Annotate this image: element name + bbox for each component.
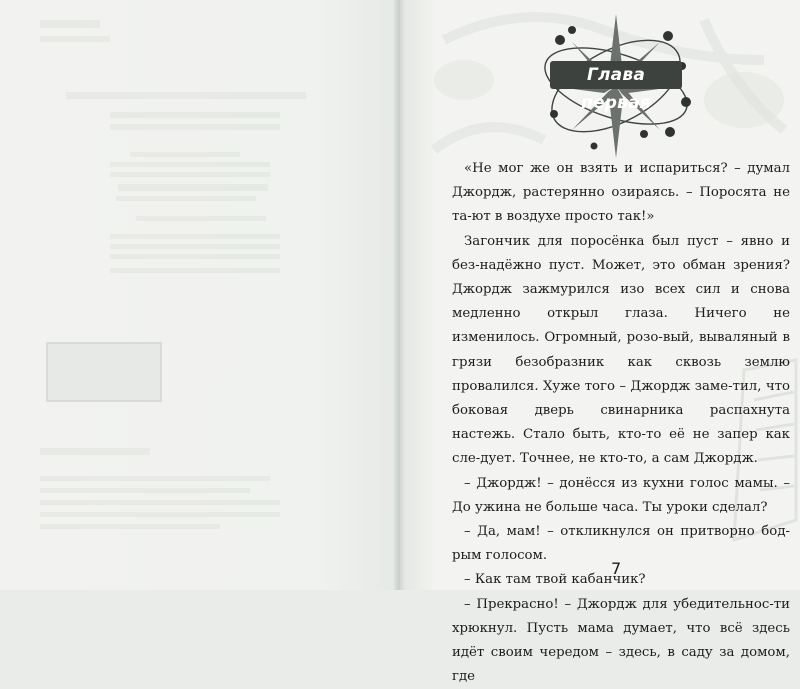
show-through-line [40, 500, 280, 505]
show-through-line [118, 184, 268, 191]
show-through-line [110, 268, 280, 273]
right-page [404, 0, 800, 685]
show-through-line [110, 172, 270, 177]
show-through-line [110, 112, 280, 118]
show-through-line [116, 196, 256, 201]
show-through-line [110, 234, 280, 239]
paragraph: – Да, мам! – откликнулся он притворно бод-рым голосом. [452, 524, 790, 564]
show-through-line [40, 512, 280, 517]
show-through-line [40, 524, 220, 529]
paragraph: «Не мог же он взять и испариться? – думал Джордж, растерянно озираясь. – Поросята не та-ют в воздухе просто так!» [452, 161, 790, 225]
show-through-line [130, 152, 240, 157]
show-through-stamp [46, 342, 162, 402]
show-through-line [110, 254, 280, 259]
page-number: 7 [611, 559, 622, 578]
show-through-line [40, 448, 150, 455]
paragraph: – Как там твой кабанчик? [464, 572, 646, 588]
show-through-line [66, 92, 306, 99]
show-through-line [110, 124, 280, 130]
chapter-body-text [452, 157, 790, 689]
show-through-line [40, 36, 110, 42]
show-through-line [110, 244, 280, 249]
paragraph: – Прекрасно! – Джордж для убедительнос-ти хрюкнул. Пусть мама думает, что всё здесь идёт своим чередом – здесь, в саду за домом, где [452, 596, 790, 685]
left-page-blank [0, 0, 396, 590]
show-through-line [110, 162, 270, 167]
paragraph: – Джордж! – донёсся из кухни голос мамы. – До ужина не больше часа. Ты уроки сделал? [452, 475, 790, 515]
show-through-line [40, 476, 270, 481]
paragraph: Загончик для поросёнка был пуст – явно и без-надёжно пуст. Может, это обман зрения? Джордж зажмурился изо всех сил и снова медленно открыл глаза. Ничего не изменилось. Огромный, розо-вый, вываляный в грязи безобразник как сквозь землю провалился. Хуже того – Джордж заме-тил, что боковая дверь свинарника распахнута настежь. Стало быть, кто-то её не запер как сле-дует. Точнее, не кто-то, а сам Джордж. [452, 233, 790, 467]
chapter-title: Глава первая [550, 61, 682, 89]
show-through-line [136, 216, 266, 221]
show-through-line [40, 20, 100, 28]
show-through-line [40, 488, 250, 493]
